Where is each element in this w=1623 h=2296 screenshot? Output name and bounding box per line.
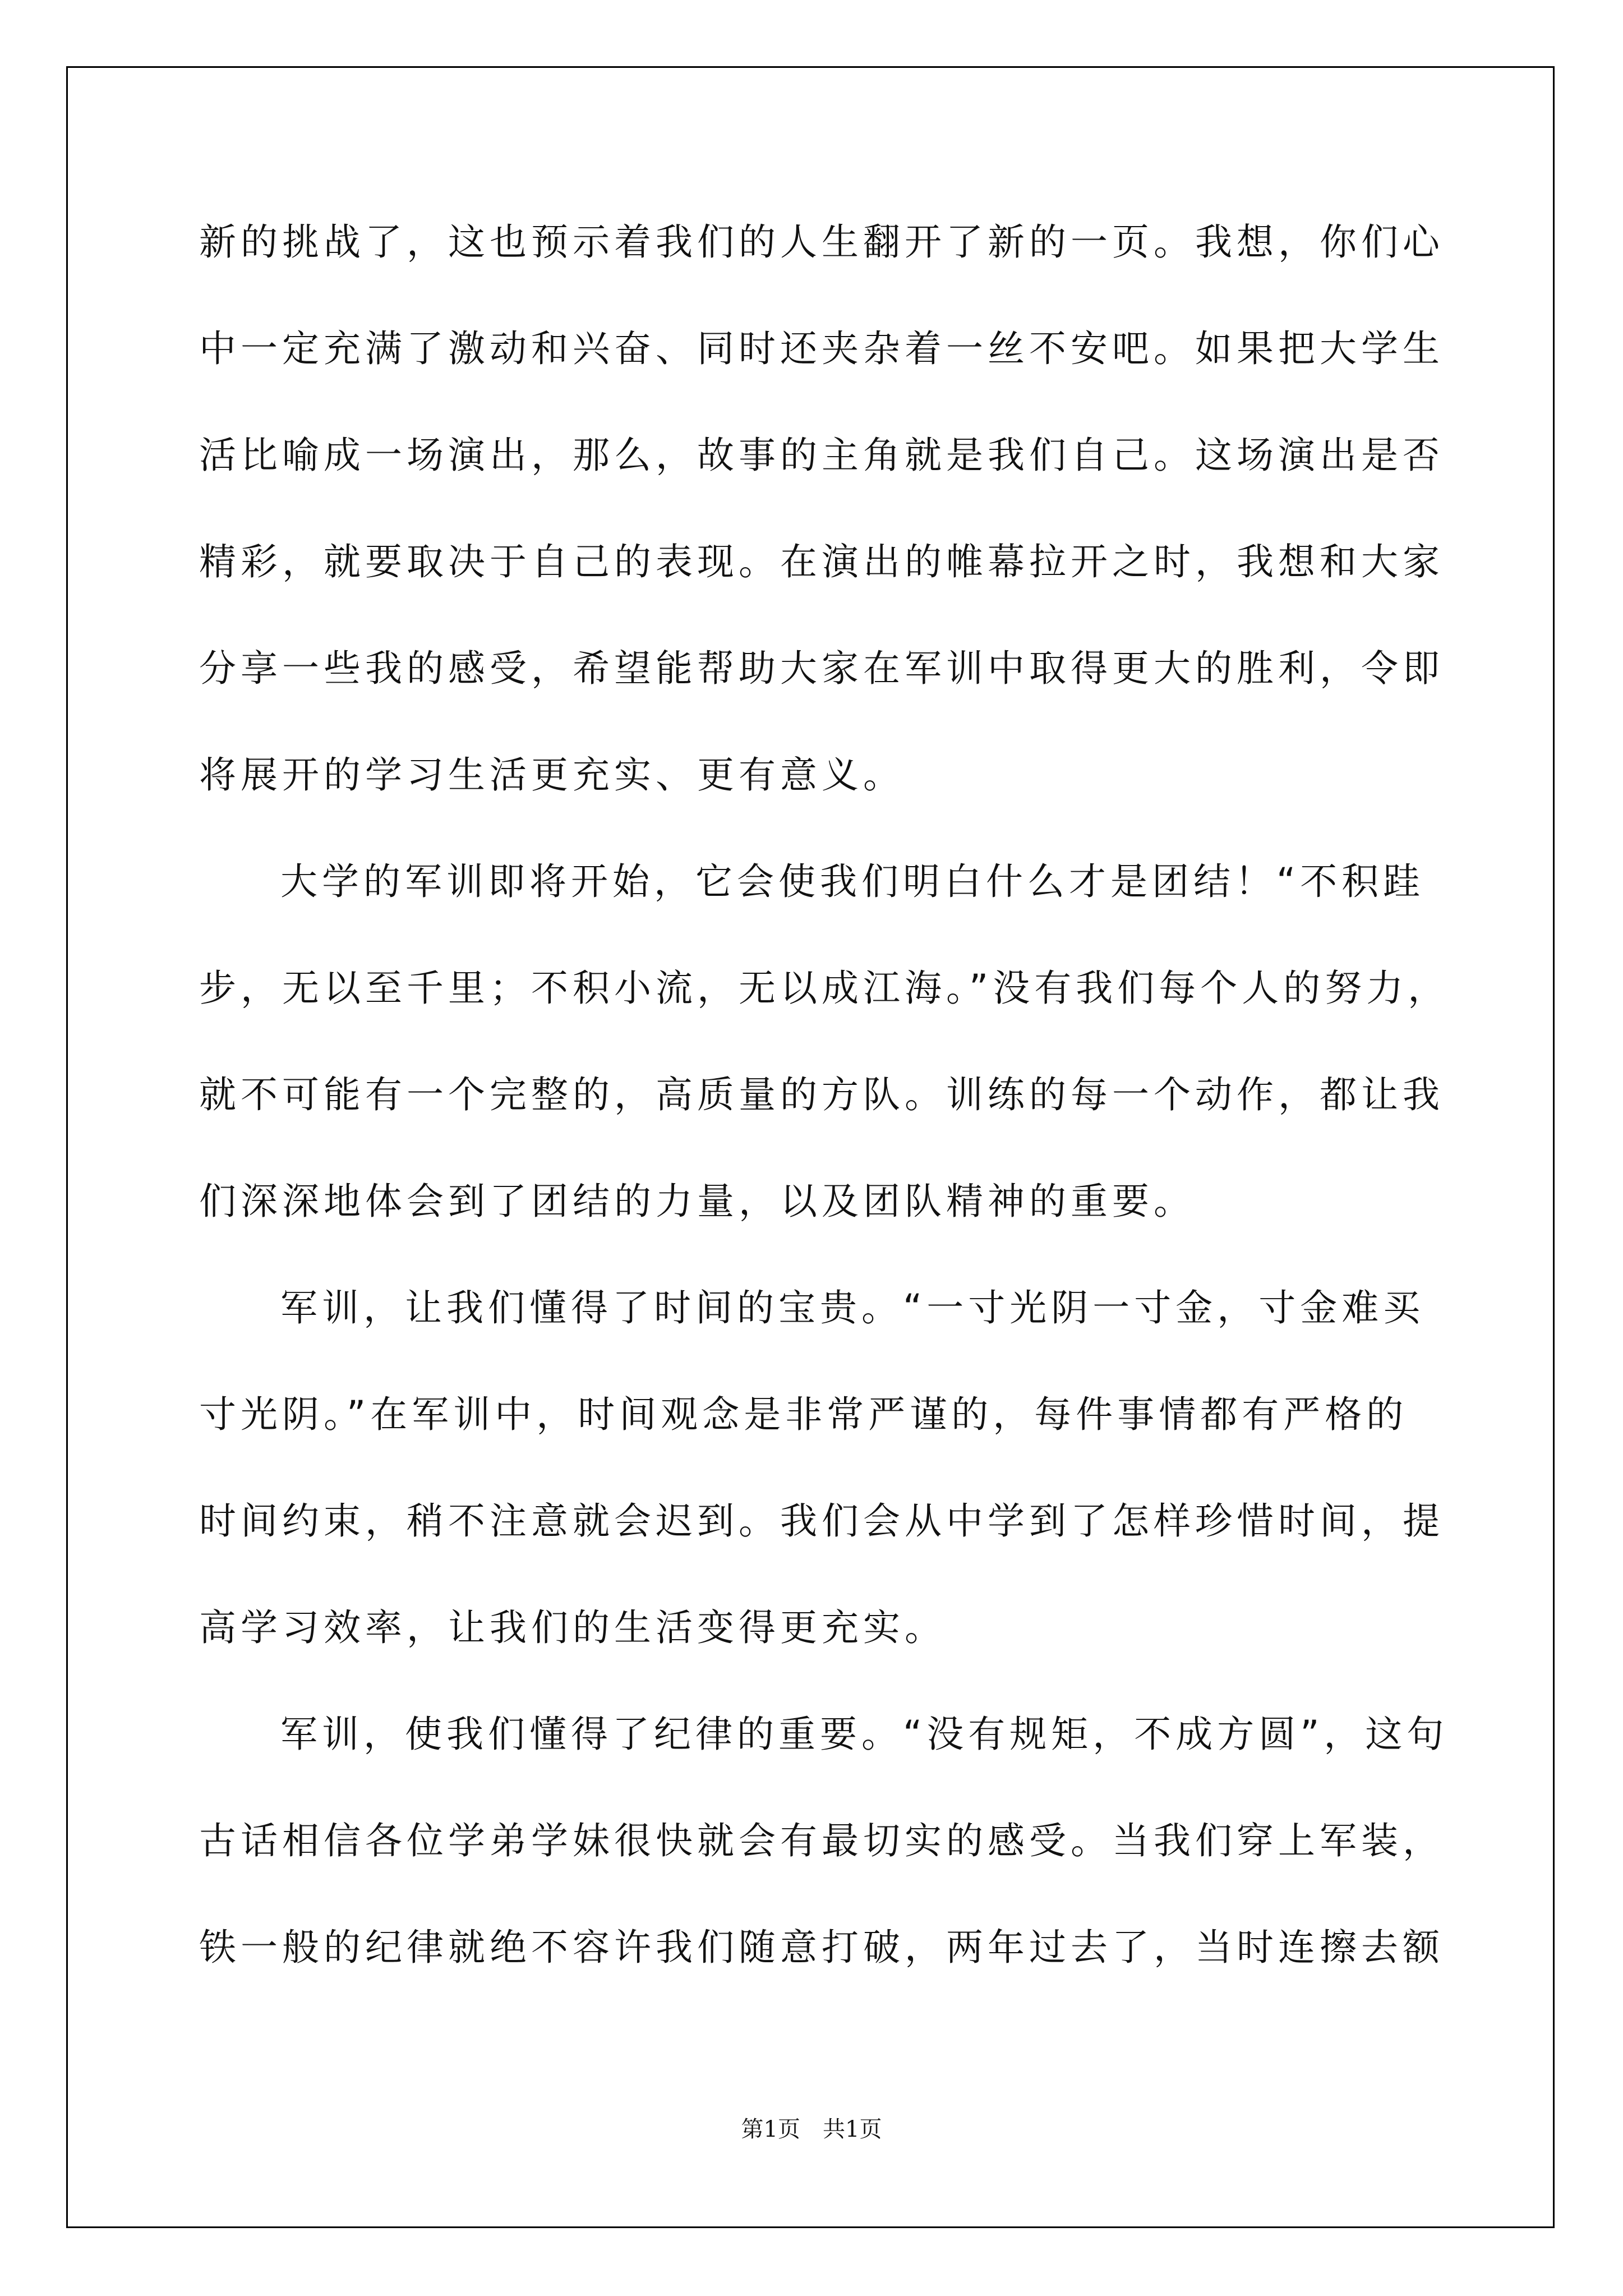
text-line-4: 精彩，就要取决于自己的表现。在演出的帷幕拉开之时，我想和大家 (199, 540, 1444, 583)
text-line-13: 时间约束，稍不注意就会迟到。我们会从中学到了怎样珍惜时间，提 (199, 1499, 1444, 1543)
page-footer: 第1页 共1页 (741, 2116, 882, 2142)
text-line-12: 寸光阴。”在军训中，时间观念是非常严谨的，每件事情都有严格的 (199, 1393, 1408, 1436)
paragraph-start-line-15: 军训，使我们懂得了纪律的重要。“没有规矩，不成方圆”，这句 (280, 1713, 1449, 1756)
paragraph-start-line-7: 大学的军训即将开始，它会使我们明白什么才是团结！“不积跬 (280, 860, 1425, 903)
text-line-14: 高学习效率，让我们的生活变得更充实。 (199, 1606, 946, 1649)
text-line-16: 古话相信各位学弟学妹很快就会有最切实的感受。当我们穿上军装， (199, 1819, 1444, 1862)
text-line-3: 活比喻成一场演出，那么，故事的主角就是我们自己。这场演出是否 (199, 434, 1444, 477)
text-line-6: 将展开的学习生活更充实、更有意义。 (199, 753, 905, 797)
text-line-5: 分享一些我的感受，希望能帮助大家在军训中取得更大的胜利，令即 (199, 647, 1444, 690)
text-line-17: 铁一般的纪律就绝不容许我们随意打破，两年过去了，当时连擦去额 (199, 1926, 1444, 1969)
text-line-10: 们深深地体会到了团结的力量，以及团队精神的重要。 (199, 1180, 1195, 1223)
page-frame (66, 66, 1555, 2228)
text-line-9: 就不可能有一个完整的，高质量的方队。训练的每一个动作，都让我 (199, 1073, 1444, 1116)
text-line-8: 步，无以至千里；不积小流，无以成江海。”没有我们每个人的努力， (199, 967, 1450, 1010)
paragraph-start-line-11: 军训，让我们懂得了时间的宝贵。“一寸光阴一寸金，寸金难买 (280, 1286, 1425, 1329)
text-line-1: 新的挑战了，这也预示着我们的人生翻开了新的一页。我想，你们心 (199, 220, 1444, 264)
text-line-2: 中一定充满了激动和兴奋、同时还夹杂着一丝不安吧。如果把大学生 (199, 327, 1444, 370)
